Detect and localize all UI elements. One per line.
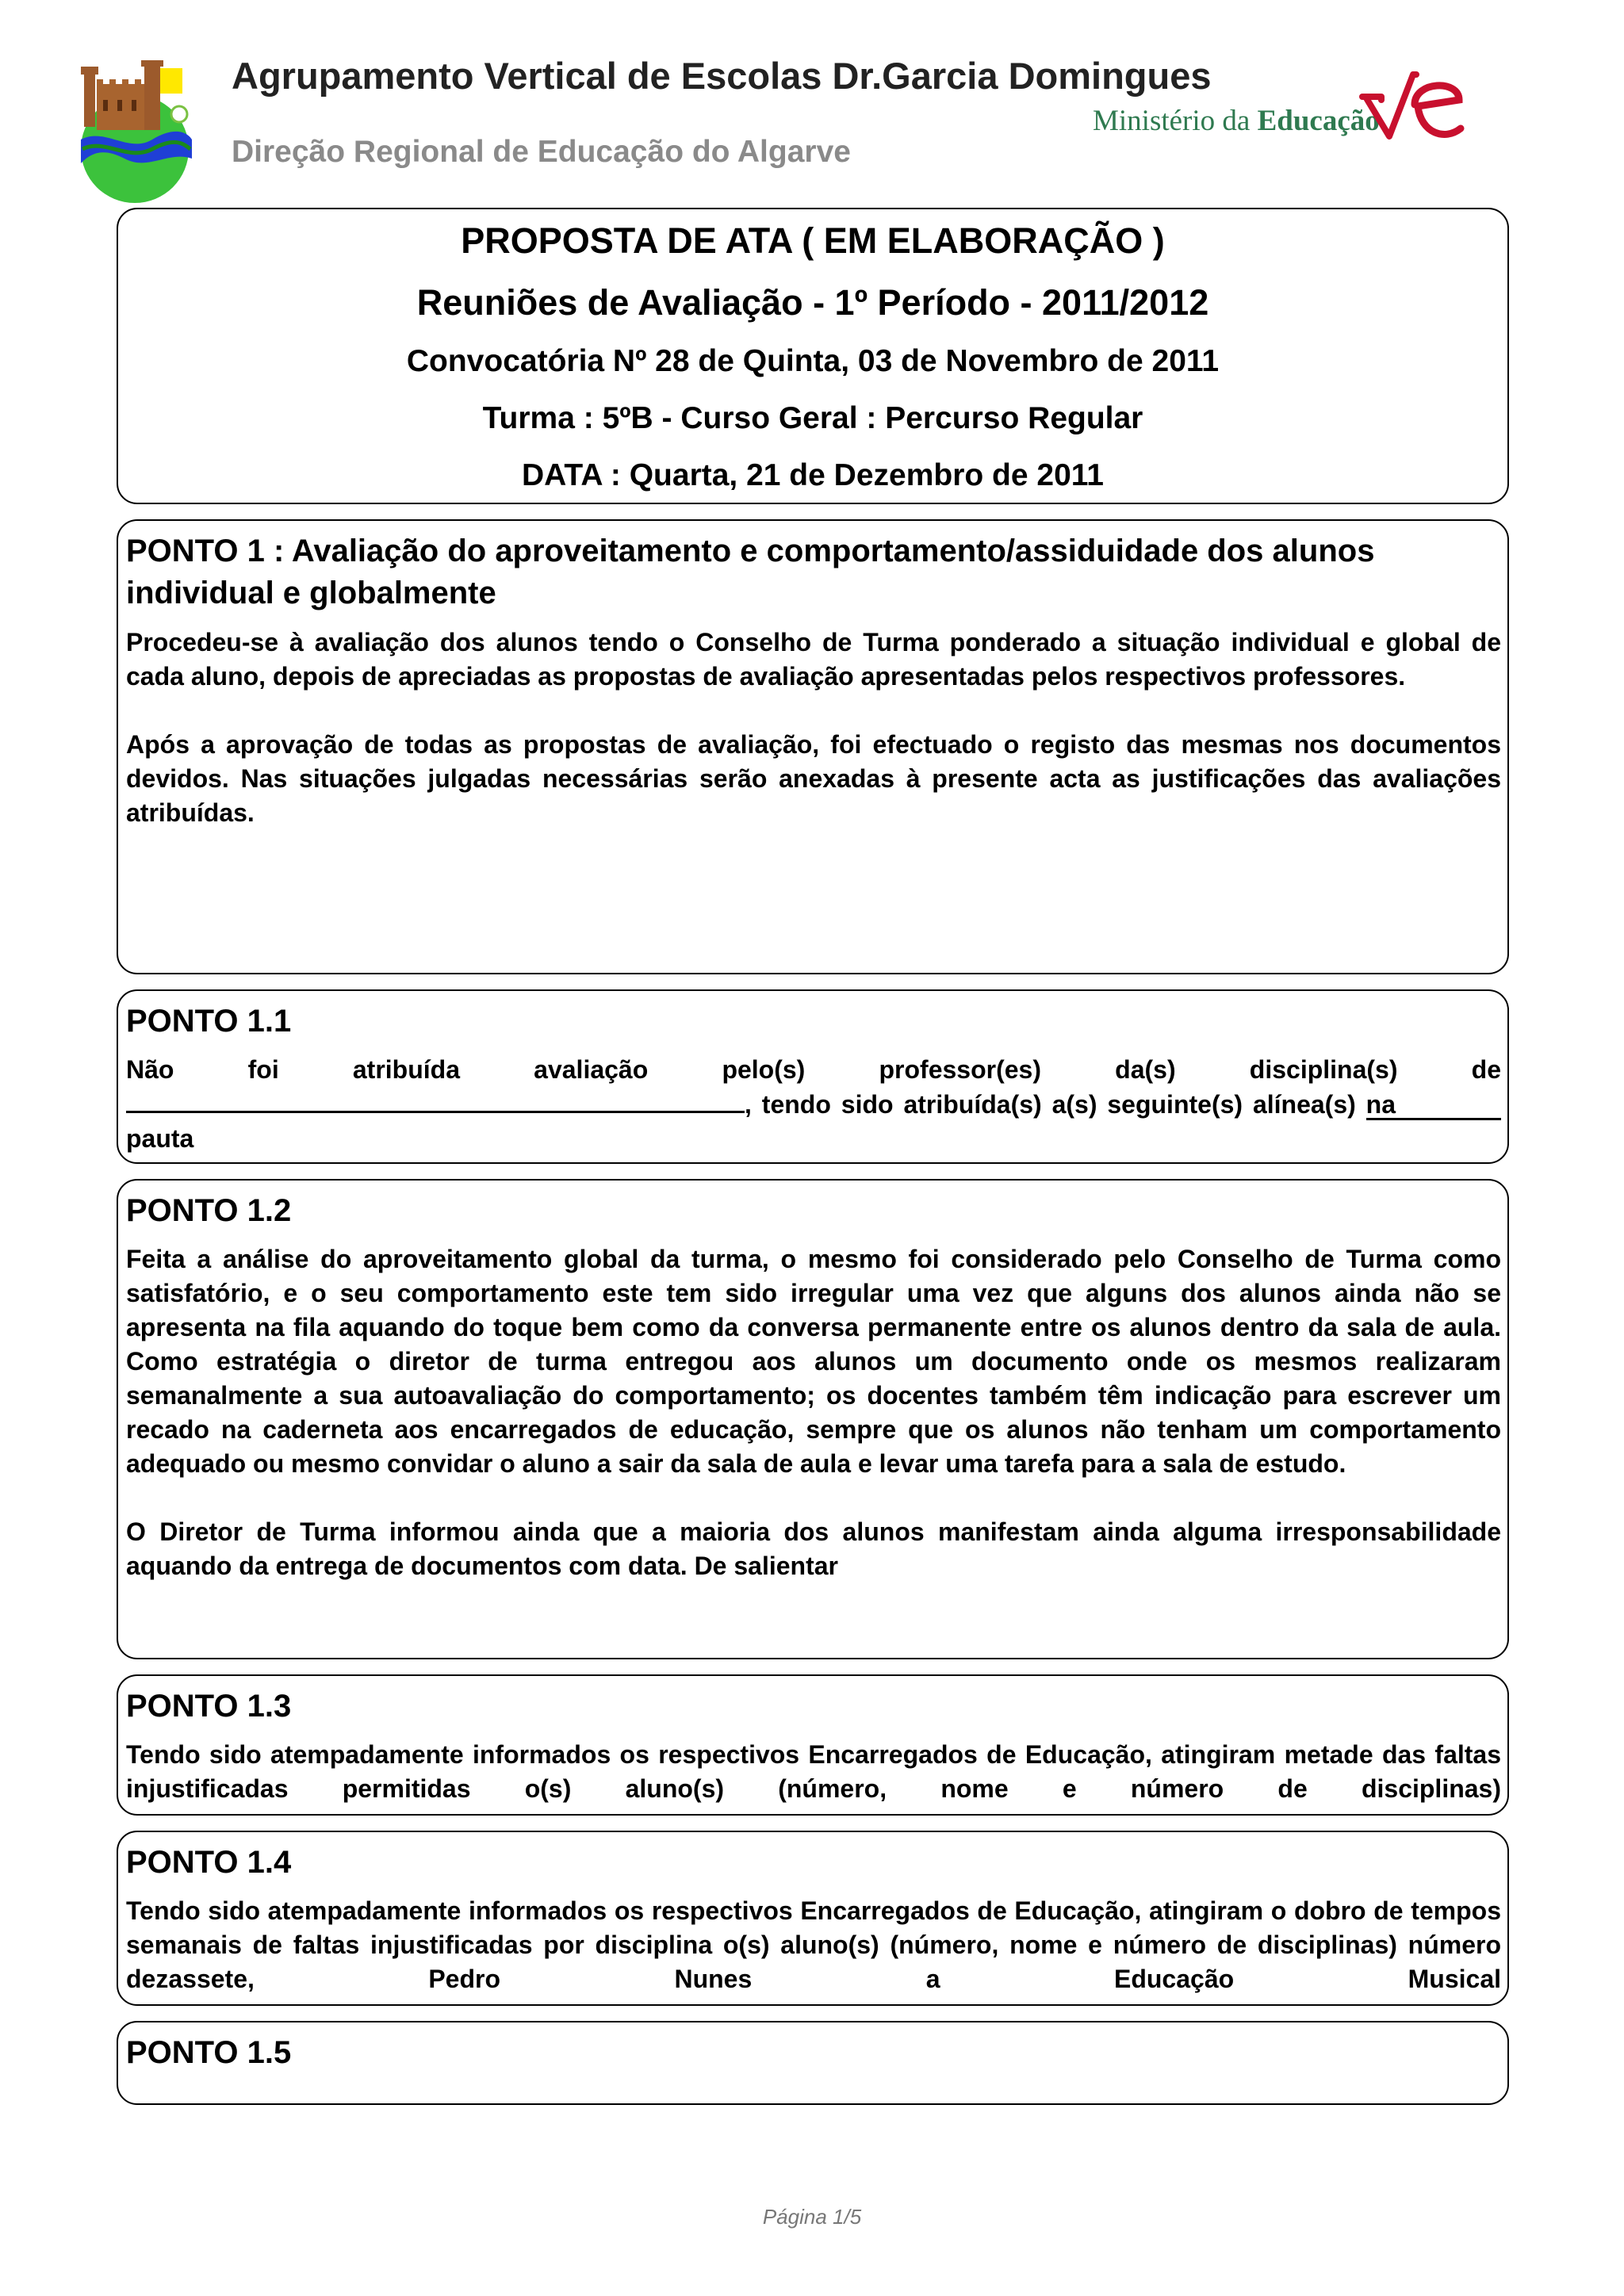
ponto-1-3-section bbox=[117, 1674, 1509, 1816]
ponto-1-paragraph: Após a aprovação de todas as propostas de avaliação, foi efectuado o registo das mesmas nos documentos devidos. Nas situações julgadas necessárias serão anexadas à presente acta as justificações das avaliações atribuídas. bbox=[126, 730, 1501, 827]
ponto-1-2-body bbox=[126, 1242, 1501, 1583]
ponto-1-2-section bbox=[117, 1179, 1509, 1659]
class-line: Turma : 5ºB - Curso Geral : Percurso Regular bbox=[482, 401, 1143, 435]
fill-in-blank[interactable] bbox=[126, 1087, 745, 1113]
title-box bbox=[117, 208, 1509, 504]
ponto-1-3-body: Tendo sido atempadamente informados os respectivos Encarregados de Educação, atingiram metade das faltas injustificadas permitidas o(s) aluno(s) (número, nome e número de disciplinas) bbox=[126, 1740, 1501, 1803]
ponto-1-paragraph: Procedeu-se à avaliação dos alunos tendo o Conselho de Turma ponderado a situação individual e global de cada aluno, depois de apreciadas as propostas de avaliação apresentadas pelos respectivos professores. bbox=[126, 628, 1501, 691]
ponto-1-4-title: PONTO 1.4 bbox=[126, 1845, 292, 1880]
meeting-subtitle: Reuniões de Avaliação - 1º Período - 2011/2012 bbox=[416, 282, 1209, 323]
ponto-1-2-title: PONTO 1.2 bbox=[126, 1193, 292, 1228]
ponto-1-1-section bbox=[117, 989, 1509, 1164]
ponto-1-section bbox=[117, 519, 1509, 974]
page-number: Página 1/5 bbox=[762, 2205, 862, 2229]
ponto-1-3-title: PONTO 1.3 bbox=[126, 1689, 292, 1724]
ponto-1-1-title: PONTO 1.1 bbox=[126, 1004, 292, 1039]
date-line: DATA : Quarta, 21 de Dezembro de 2011 bbox=[521, 458, 1104, 492]
ministry-name-prefix: Ministério da bbox=[1093, 105, 1258, 137]
ponto-1-1-line: pauta bbox=[126, 1124, 194, 1153]
ponto-1-2-paragraph: O Diretor de Turma informou ainda que a maioria dos alunos manifestam ainda alguma irresponsabilidade aquando da entrega de documentos com data. De salientar bbox=[126, 1517, 1501, 1580]
ponto-1-5-section bbox=[117, 2021, 1509, 2105]
convocation-line: Convocatória Nº 28 de Quinta, 03 de Novembro de 2011 bbox=[406, 344, 1220, 378]
me-monogram-logo bbox=[1358, 65, 1465, 152]
ministry-name bbox=[1093, 104, 1380, 138]
school-name: Agrupamento Vertical de Escolas Dr.Garcia Domingues bbox=[232, 55, 1212, 97]
ponto-1-2-paragraph: Feita a análise do aproveitamento global da turma, o mesmo foi considerado pelo Conselho de Turma como satisfatório, e o seu comportamento este tem sido irregular uma vez que alguns dos alunos ainda não se apresenta na fila aquando do toque bem como da conversa permanente entre os alunos dentro da sala de aula. Como estratégia o diretor de turma entregou aos alunos um documento onde os mesmos realizaram semanalmente a sua autoavaliação do comportamento; os docentes também têm indicação para escrever um recado na caderneta aos encarregados de educação, sempre que os alunos não tenham um comportamento adequado ou mesmo convidar o aluno a sair da sala de aula e levar uma tarefa para a sala de estudo. bbox=[126, 1245, 1501, 1478]
school-castle-logo bbox=[73, 60, 200, 203]
ponto-1-4-section bbox=[117, 1831, 1509, 2006]
ponto-1-5-title: PONTO 1.5 bbox=[126, 2035, 292, 2070]
region-name: Direção Regional de Educação do Algarve bbox=[232, 135, 851, 169]
ministry-name-bold: Educação bbox=[1257, 105, 1380, 137]
ponto-1-4-body: Tendo sido atempadamente informados os respectivos Encarregados de Educação, atingiram o dobro de tempos semanais de faltas injustificadas por disciplina o(s) aluno(s) (número, nome e número de disciplinas) número dezassete, Pedro Nunes a Educação Musical bbox=[126, 1896, 1501, 1993]
fill-in-blank[interactable] bbox=[1366, 1118, 1501, 1120]
ponto-1-body bbox=[126, 626, 1501, 830]
ponto-1-title: PONTO 1 : Avaliação do aproveitamento e comportamento/assiduidade dos alunos individual e globalmente bbox=[126, 534, 1375, 610]
ponto-1-1-line: Não foi atribuída avaliação pelo(s) professor(es) da(s) disciplina(s) de bbox=[126, 1055, 1501, 1084]
document-title: PROPOSTA DE ATA ( EM ELABORAÇÃO ) bbox=[461, 220, 1165, 261]
ponto-1-1-line-suffix: , tendo sido atribuída(s) a(s) seguinte(s) alínea(s) na bbox=[745, 1090, 1396, 1119]
ponto-1-1-body bbox=[126, 1053, 1501, 1156]
ponto-1-1-line bbox=[126, 1087, 1501, 1122]
